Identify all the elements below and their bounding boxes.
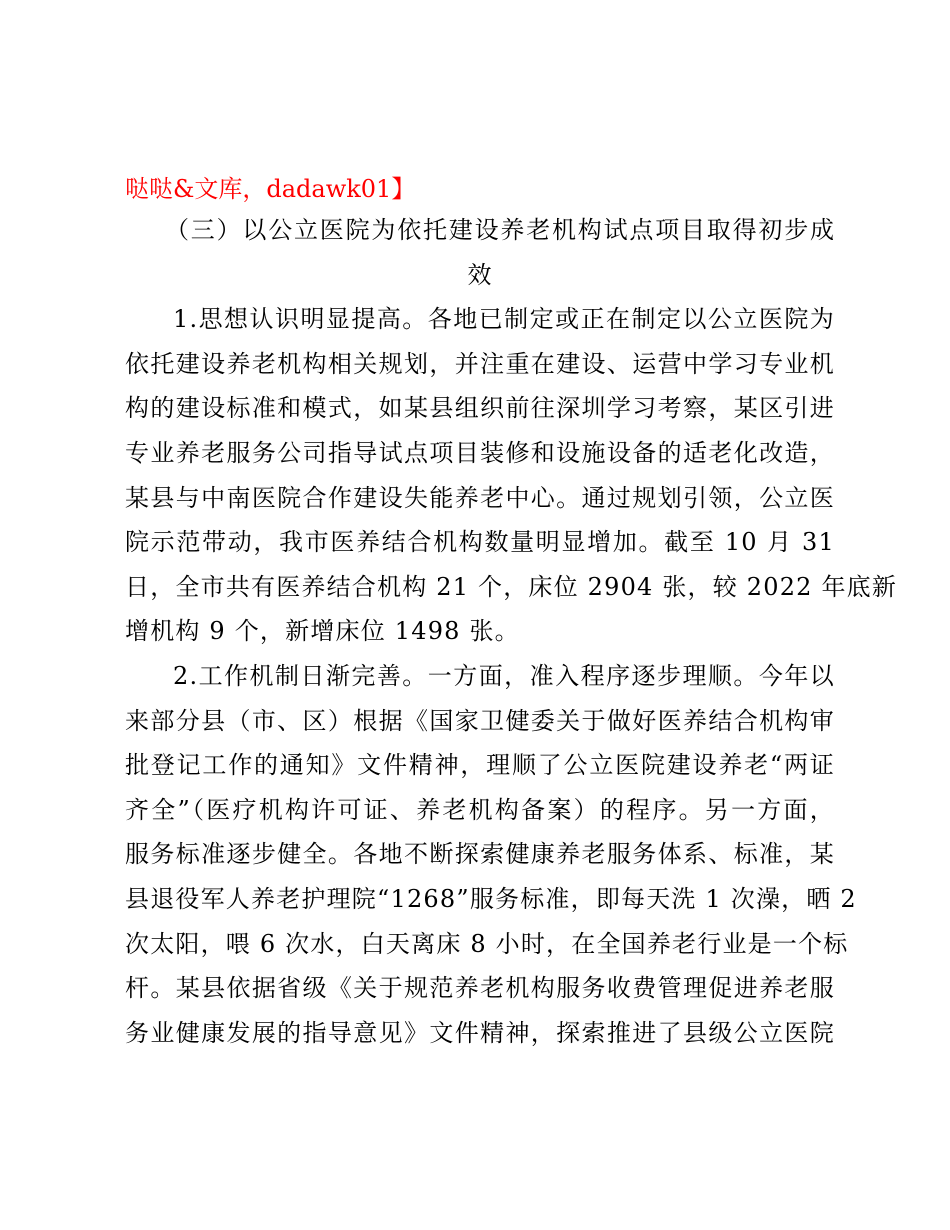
paragraph-1 (125, 297, 898, 654)
heading-line-1: （三）以公立医院为依托建设养老机构试点项目取得初步成 (165, 216, 835, 244)
paragraph-1-line: 院示范带动，我市医养结合机构数量明显增加。截至 10 月 31 (125, 528, 835, 557)
section-heading (125, 208, 835, 297)
paragraph-1-line: 日，全市共有医养结合机构 21 个，床位 2904 张，较 2022 年底新 (125, 572, 898, 601)
paragraph-1-line: 某县与中南医院合作建设失能养老中心。通过规划引领，公立医 (125, 483, 835, 512)
paragraph-2 (125, 654, 857, 1055)
document-body (125, 170, 898, 1055)
paragraph-2-line: 务业健康发展的指导意见》文件精神，探索推进了县级公立医院 (125, 1018, 835, 1047)
paragraph-1-line: 专业养老服务公司指导试点项目装修和设施设备的适老化改造， (125, 438, 835, 467)
paragraph-2-line: 次太阳，喂 6 次水，白天离床 8 小时，在全国养老行业是一个标 (125, 929, 849, 958)
paragraph-2-line: 服务标准逐步健全。各地不断探索健康养老服务体系、标准，某 (125, 840, 835, 869)
paragraph-2-line: 来部分县（市、区）根据《国家卫健委关于做好医养结合机构审 (125, 706, 835, 735)
red-watermark-text: 哒哒&文库，dadawk01】 (125, 175, 416, 203)
paragraph-1-line: 依托建设养老机构相关规划，并注重在建设、运营中学习专业机 (125, 349, 835, 378)
heading-line-2: 效 (467, 260, 493, 289)
paragraph-2-line: 县退役军人养老护理院“1268”服务标准，即每天洗 1 次澡，晒 2 (125, 884, 857, 913)
paragraph-2-line: 2.工作机制日渐完善。一方面，准入程序逐步理顺。今年以 (173, 661, 835, 690)
paragraph-2-line: 杆。某县依据省级《关于规范养老机构服务收费管理促进养老服 (125, 974, 835, 1003)
paragraph-1-line: 1.思想认识明显提高。各地已制定或正在制定以公立医院为 (173, 305, 835, 334)
paragraph-2-line: 齐全”（医疗机构许可证、养老机构备案）的程序。另一方面， (125, 795, 835, 824)
paragraph-2-line: 批登记工作的通知》文件精神，理顺了公立医院建设养老“两证 (125, 751, 835, 780)
paragraph-1-line: 构的建设标准和模式，如某县组织前往深圳学习考察，某区引进 (125, 394, 835, 423)
paragraph-1-line: 增机构 9 个，新增床位 1498 张。 (125, 617, 520, 646)
